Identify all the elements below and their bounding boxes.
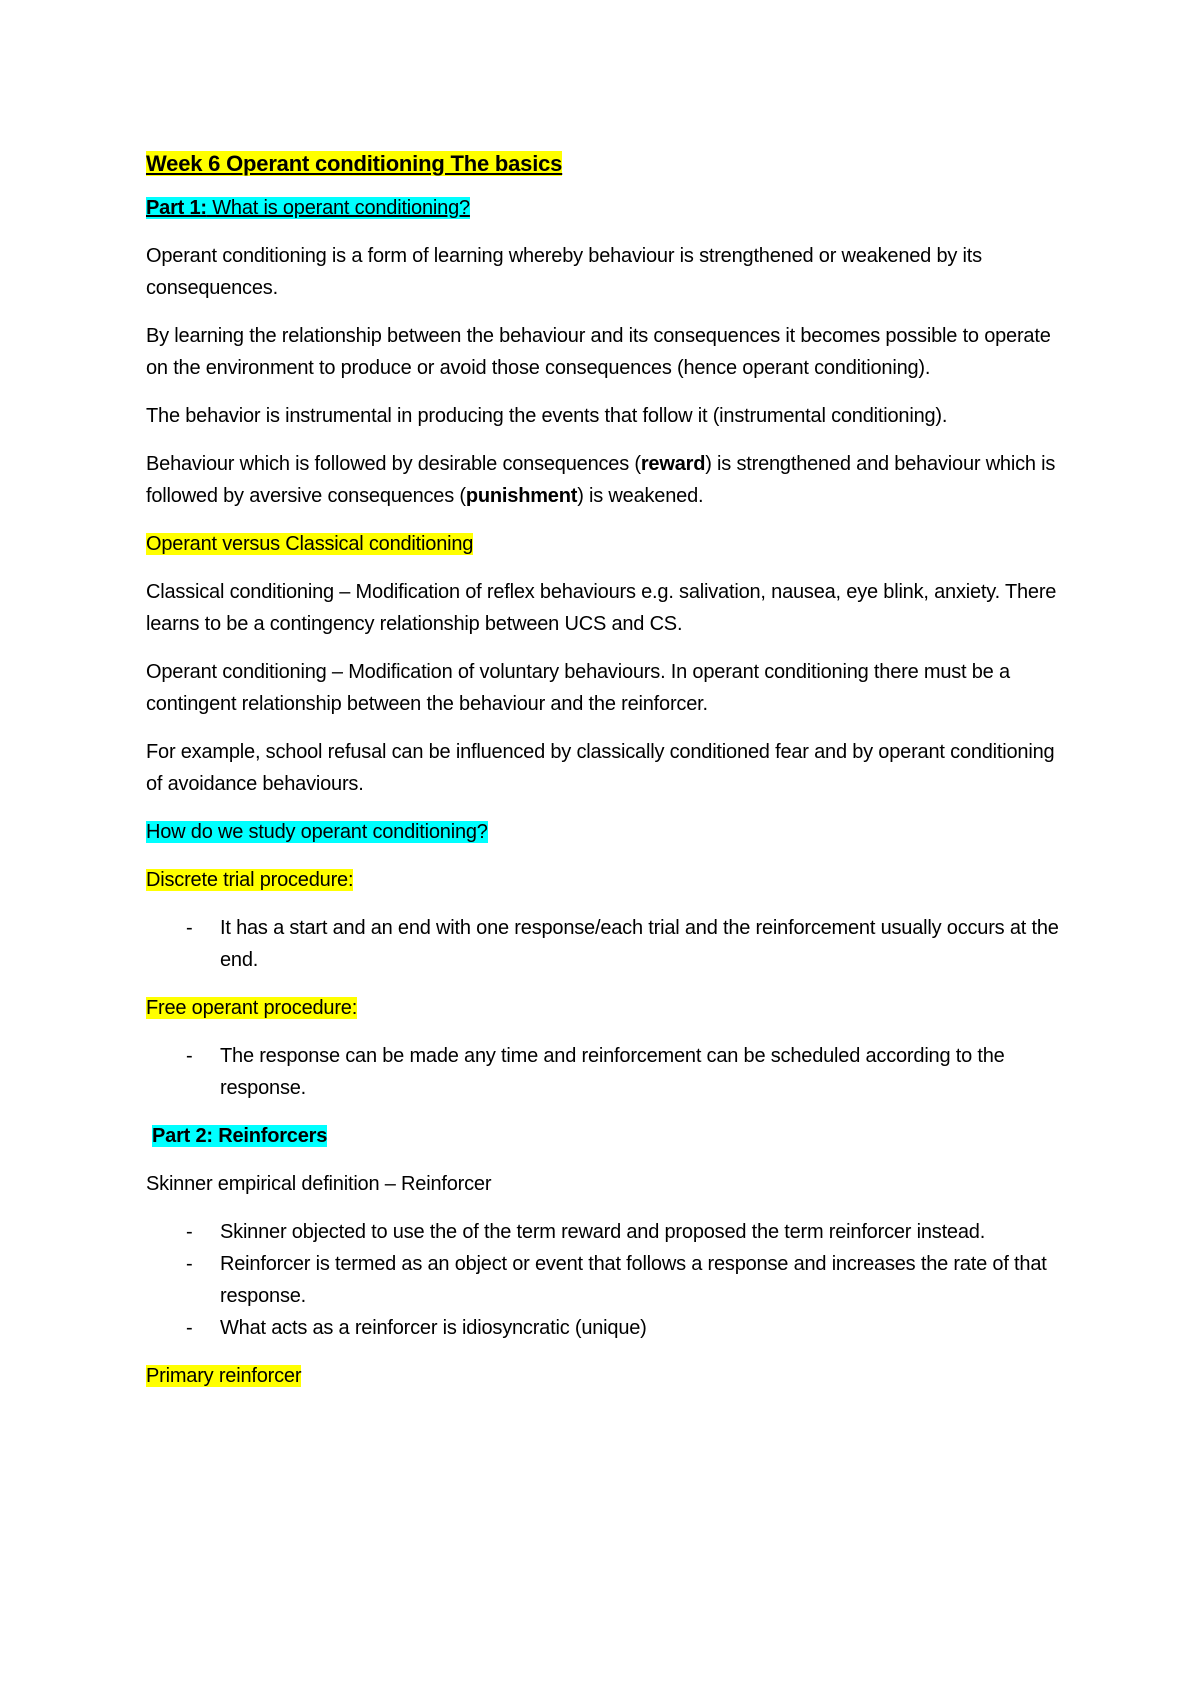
list-item [146, 1216, 1066, 1248]
operant-vs-classical-heading [146, 528, 1066, 560]
p4-part-a: Behaviour which is followed by desirable consequences ( [146, 453, 641, 475]
list-item [146, 1040, 1066, 1104]
list-item [146, 1312, 1066, 1344]
p4-part-e: ) is weakened. [577, 485, 704, 507]
paragraph-instrumental: The behavior is instrumental in producing the events that follow it (instrumental conditioning). [146, 405, 948, 427]
dash-marker: - [186, 917, 193, 939]
discrete-trial-heading [146, 864, 1066, 896]
paragraph-operant: Operant conditioning – Modification of voluntary behaviours. In operant conditioning there must be a contingent relationship between the behaviour and the reinforcer. [146, 661, 1010, 715]
primary-reinforcer-heading [146, 1360, 1066, 1392]
part1-question: What is operant conditioning? [206, 197, 470, 219]
part1-heading [146, 192, 1066, 224]
list-item-text: What acts as a reinforcer is idiosyncratic (unique) [220, 1317, 647, 1339]
dash-marker: - [186, 1045, 193, 1067]
dash-marker: - [186, 1221, 193, 1243]
title-text: Week 6 Operant conditioning The basics [146, 151, 563, 176]
punishment-term: punishment [465, 485, 578, 507]
free-operant-heading [146, 992, 1066, 1024]
how-study-heading [146, 816, 1066, 848]
discrete-trial-text: Discrete trial procedure: [146, 869, 354, 891]
part2-heading [152, 1120, 1066, 1152]
skinner-list [146, 1216, 1066, 1344]
paragraph-definition: Operant conditioning is a form of learning whereby behaviour is strengthened or weakened by its consequences. [146, 245, 982, 299]
p4-part-c: ) is strengthened and behaviour which is followed by aversive consequences ( [146, 453, 1056, 507]
part1-heading-highlight [146, 197, 470, 219]
operant-vs-classical-text: Operant versus Classical conditioning [146, 533, 474, 555]
list-item [146, 912, 1066, 976]
list-item-text: The response can be made any time and reinforcement can be scheduled according to the response. [220, 1045, 1005, 1099]
how-study-text: How do we study operant conditioning? [146, 821, 488, 843]
list-item-text: It has a start and an end with one response/each trial and the reinforcement usually occurs at the end. [220, 917, 1059, 971]
paragraph-classical: Classical conditioning – Modification of reflex behaviours e.g. salivation, nausea, eye blink, anxiety. There learns to be a contingency relationship between UCS and CS. [146, 581, 1057, 635]
discrete-trial-list [146, 912, 1066, 976]
dash-marker: - [186, 1253, 193, 1275]
free-operant-text: Free operant procedure: [146, 997, 358, 1019]
paragraph-reward-punishment [146, 448, 1066, 512]
paragraph-skinner-definition: Skinner empirical definition – Reinforcer [146, 1173, 492, 1195]
paragraph-example: For example, school refusal can be influenced by classically conditioned fear and by operant conditioning of avoidance behaviours. [146, 741, 1055, 795]
reward-term: reward [640, 453, 706, 475]
free-operant-list [146, 1040, 1066, 1104]
list-item-text: Reinforcer is termed as an object or event that follows a response and increases the rate of that response. [220, 1253, 1047, 1307]
primary-reinforcer-text: Primary reinforcer [146, 1365, 302, 1387]
list-item-text: Skinner objected to use the of the term reward and proposed the term reinforcer instead. [220, 1221, 986, 1243]
dash-marker: - [186, 1317, 193, 1339]
document-title [146, 148, 1066, 180]
part1-label: Part 1: [146, 197, 207, 219]
part2-text: Part 2: Reinforcers [152, 1125, 328, 1147]
document-content [146, 148, 1066, 1408]
list-item [146, 1248, 1066, 1312]
paragraph-relationship: By learning the relationship between the behaviour and its consequences it becomes possible to operate on the environment to produce or avoid those consequences (hence operant conditioning). [146, 325, 1051, 379]
